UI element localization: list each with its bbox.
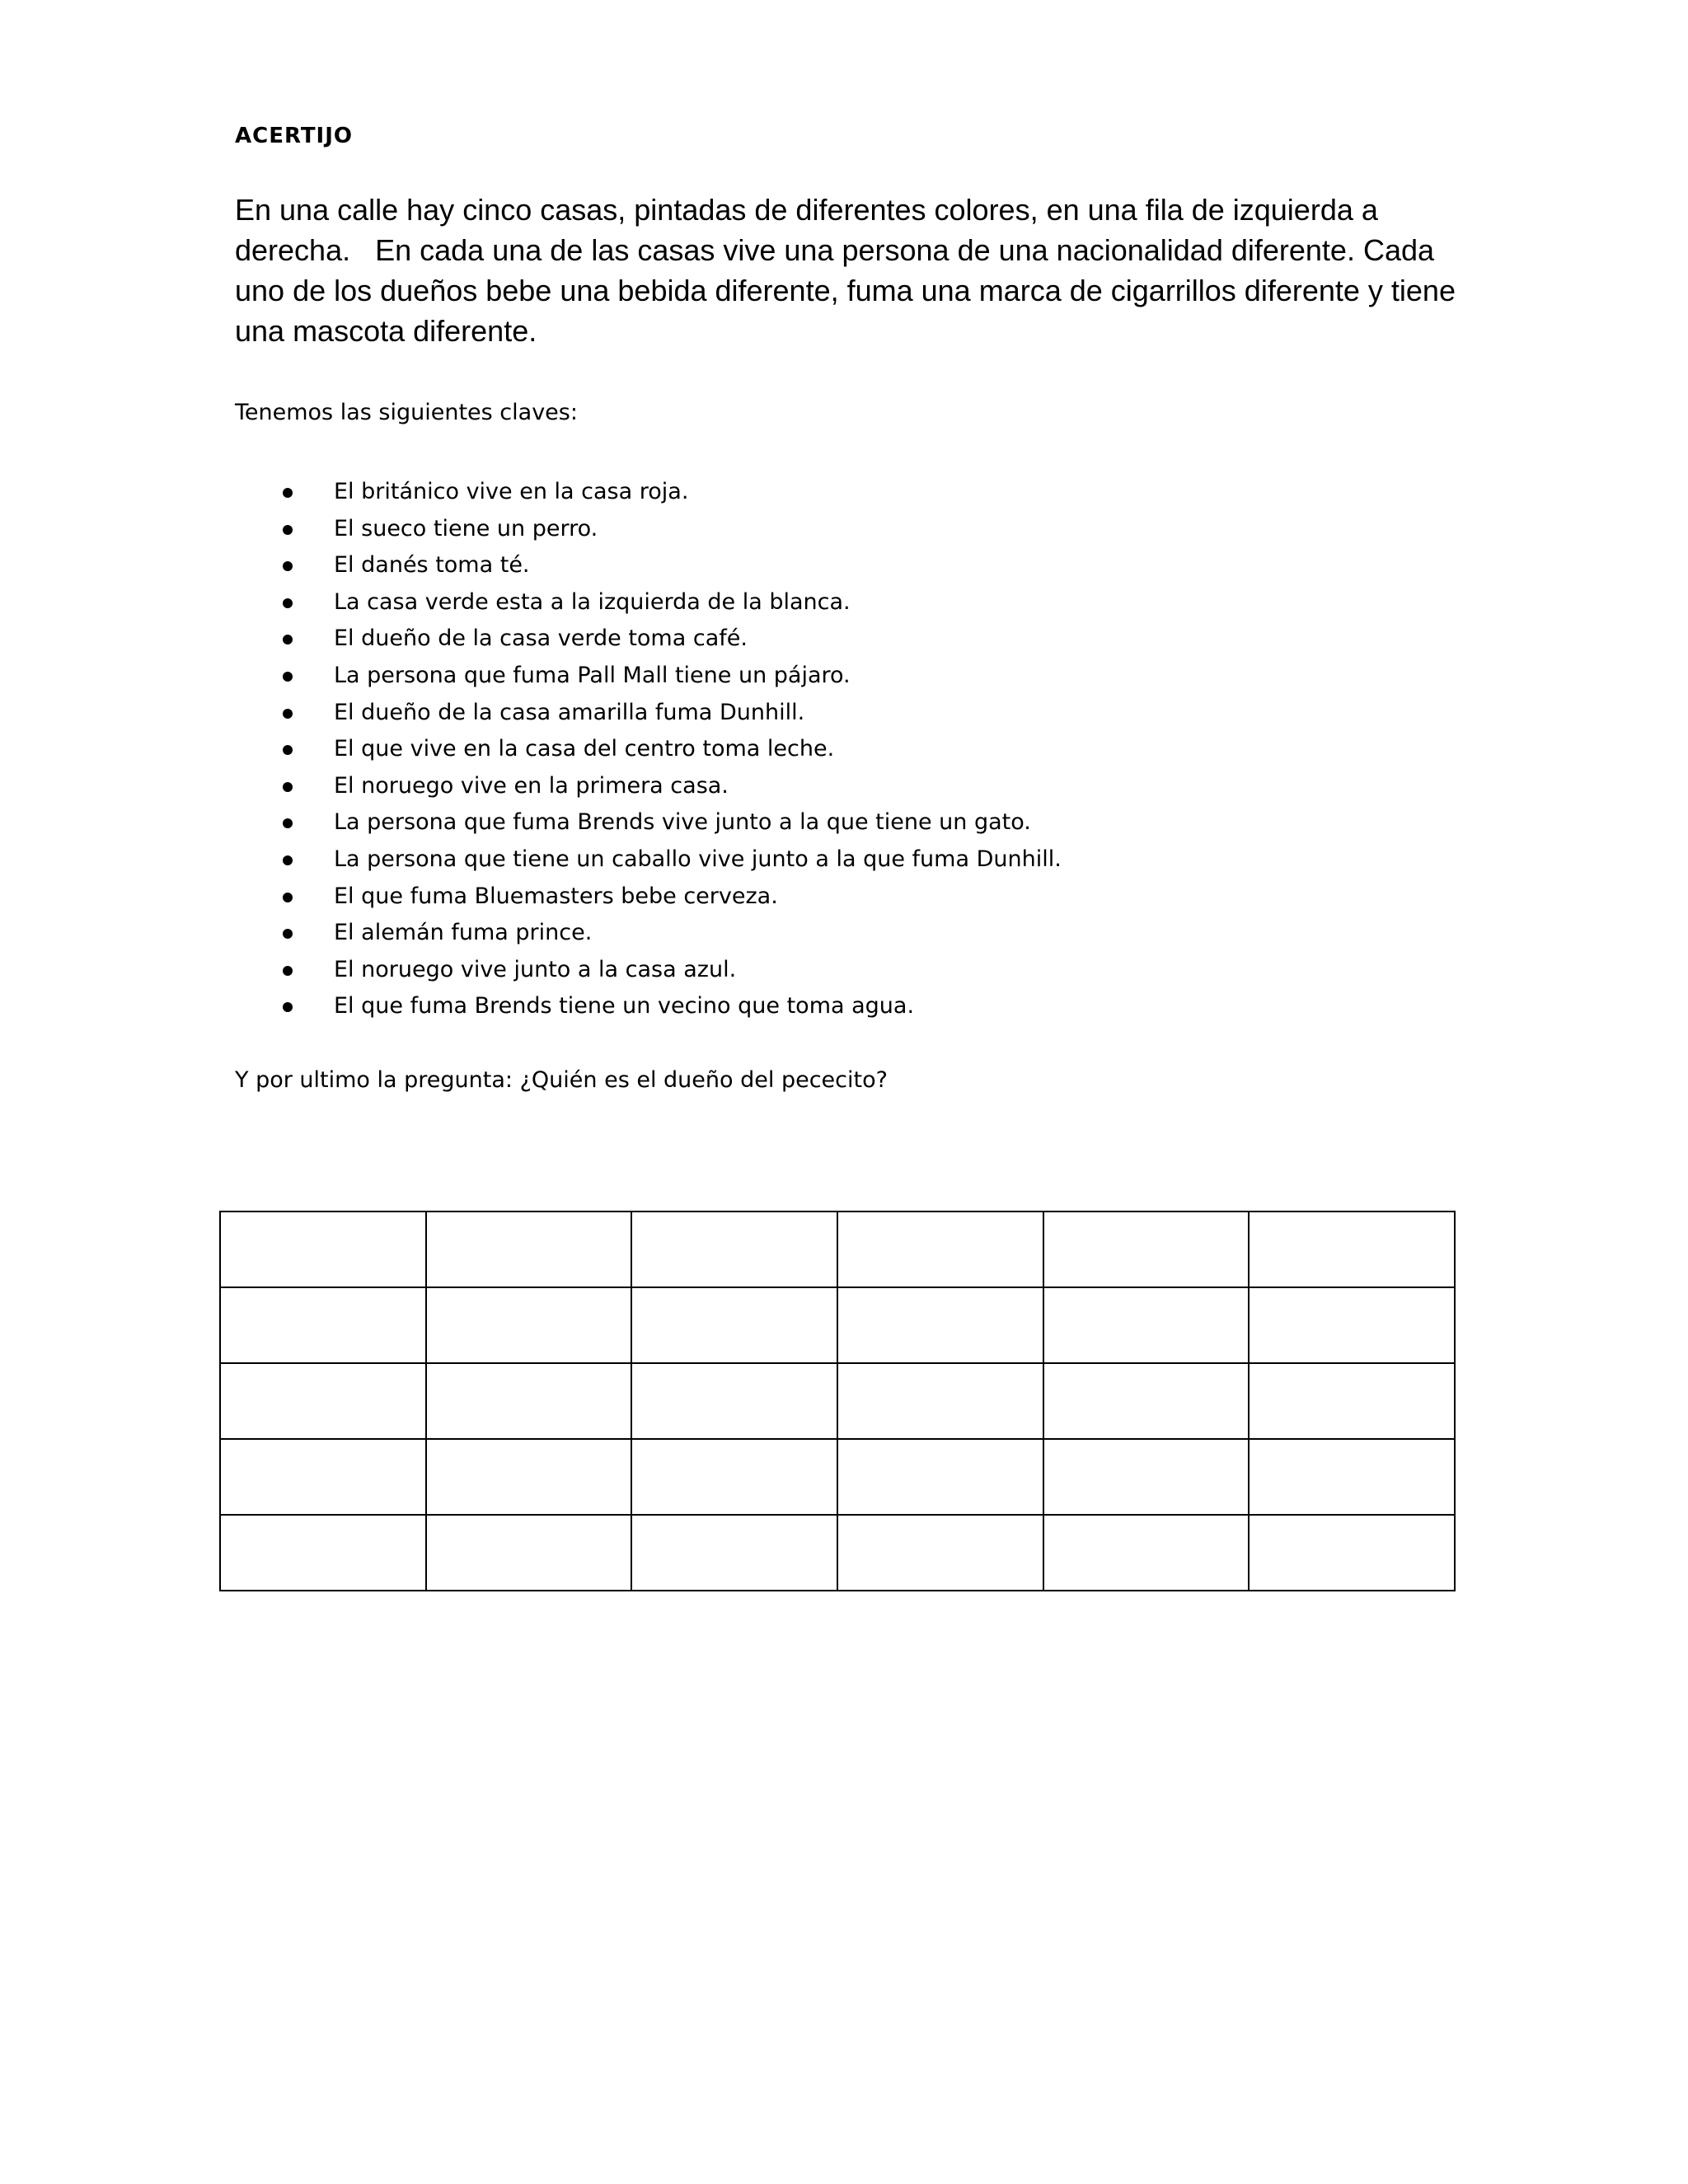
clue-item [235, 879, 1062, 916]
table-cell [631, 1287, 837, 1363]
clue-text: El que fuma Bluemasters bebe cerveza. [334, 883, 778, 909]
bullet-icon [283, 745, 293, 755]
table-cell [837, 1439, 1043, 1515]
bullet-icon [283, 488, 293, 498]
question-text: Y por ultimo la pregunta: ¿Quién es el dueño del pececito? [235, 1067, 888, 1093]
table-cell [837, 1287, 1043, 1363]
bullet-icon [283, 561, 293, 571]
table-row [220, 1515, 1455, 1591]
table-cell [1249, 1363, 1455, 1439]
clue-text: La persona que tiene un caballo vive junto a la que fuma Dunhill. [334, 846, 1062, 872]
intro-paragraph: En una calle hay cinco casas, pintadas de diferentes colores, en una fila de izquierda a derecha. En cada una de las casas vive una persona de una nacionalidad diferente. Cada uno de los dueños bebe una bebida diferente, fuma una marca de cigarrillos diferente y tiene una mascota diferente. [235, 193, 1464, 348]
table-row [220, 1212, 1455, 1287]
clue-text: La persona que fuma Brends vive junto a la que tiene un gato. [334, 809, 1031, 836]
clue-item [235, 474, 1062, 511]
logic-grid-table [219, 1211, 1456, 1591]
table-cell [220, 1515, 426, 1591]
table-cell [426, 1363, 632, 1439]
bullet-icon [283, 709, 293, 719]
table-cell [1249, 1287, 1455, 1363]
table-row [220, 1363, 1455, 1439]
clue-text: El que fuma Brends tiene un vecino que toma agua. [334, 993, 915, 1019]
table-cell [220, 1212, 426, 1287]
clue-text: La persona que fuma Pall Mall tiene un pájaro. [334, 662, 851, 688]
clue-item [235, 621, 1062, 658]
table-cell [220, 1363, 426, 1439]
table-cell [1043, 1515, 1250, 1591]
table-cell [220, 1287, 426, 1363]
table-cell [1043, 1212, 1250, 1287]
clue-text: El noruego vive junto a la casa azul. [334, 956, 737, 982]
table-cell [426, 1287, 632, 1363]
table-cell [837, 1515, 1043, 1591]
bullet-icon [283, 782, 293, 792]
clue-item [235, 841, 1062, 879]
clue-text: El danés toma té. [334, 552, 530, 579]
clue-list [235, 474, 1062, 1025]
table-cell [1043, 1439, 1250, 1515]
clue-item [235, 768, 1062, 805]
table-cell [1249, 1212, 1455, 1287]
clue-item [235, 915, 1062, 952]
table-cell [631, 1212, 837, 1287]
table-cell [837, 1363, 1043, 1439]
table-cell [1249, 1515, 1455, 1591]
bullet-icon [283, 929, 293, 939]
document-title: ACERTIJO [235, 124, 354, 148]
table-cell [631, 1515, 837, 1591]
table-cell [426, 1515, 632, 1591]
clue-item [235, 584, 1062, 621]
bullet-icon [283, 966, 293, 976]
clue-text: El sueco tiene un perro. [334, 515, 598, 541]
clue-item [235, 952, 1062, 989]
table-cell [631, 1363, 837, 1439]
table-cell [631, 1439, 837, 1515]
clue-item [235, 695, 1062, 732]
table-cell [426, 1212, 632, 1287]
clue-item [235, 731, 1062, 768]
bullet-icon [283, 525, 293, 535]
table-cell [220, 1439, 426, 1515]
clue-item [235, 658, 1062, 695]
clue-text: El dueño de la casa amarilla fuma Dunhill. [334, 699, 805, 725]
table-cell [837, 1212, 1043, 1287]
bullet-icon [283, 818, 293, 828]
clue-text: El dueño de la casa verde toma café. [334, 626, 748, 652]
table-cell [1043, 1287, 1250, 1363]
table-cell [1249, 1439, 1455, 1515]
clue-text: El alemán fuma prince. [334, 920, 593, 946]
clue-item [235, 511, 1062, 548]
clue-item [235, 547, 1062, 584]
table-row [220, 1439, 1455, 1515]
table-cell [1043, 1363, 1250, 1439]
clue-text: El británico vive en la casa roja. [334, 479, 689, 504]
bullet-icon [283, 672, 293, 682]
clue-text: La casa verde esta a la izquierda de la blanca. [334, 588, 851, 615]
bullet-icon [283, 598, 293, 608]
bullet-icon [283, 893, 293, 902]
table-row [220, 1287, 1455, 1363]
bullet-icon [283, 1002, 293, 1012]
clue-item [235, 988, 1062, 1025]
clues-label: Tenemos las siguientes claves: [235, 400, 578, 425]
bullet-icon [283, 855, 293, 865]
clue-text: El noruego vive en la primera casa. [334, 772, 729, 799]
clue-item [235, 804, 1062, 841]
bullet-icon [283, 635, 293, 644]
clue-text: El que vive en la casa del centro toma leche. [334, 736, 835, 762]
table-cell [426, 1439, 632, 1515]
